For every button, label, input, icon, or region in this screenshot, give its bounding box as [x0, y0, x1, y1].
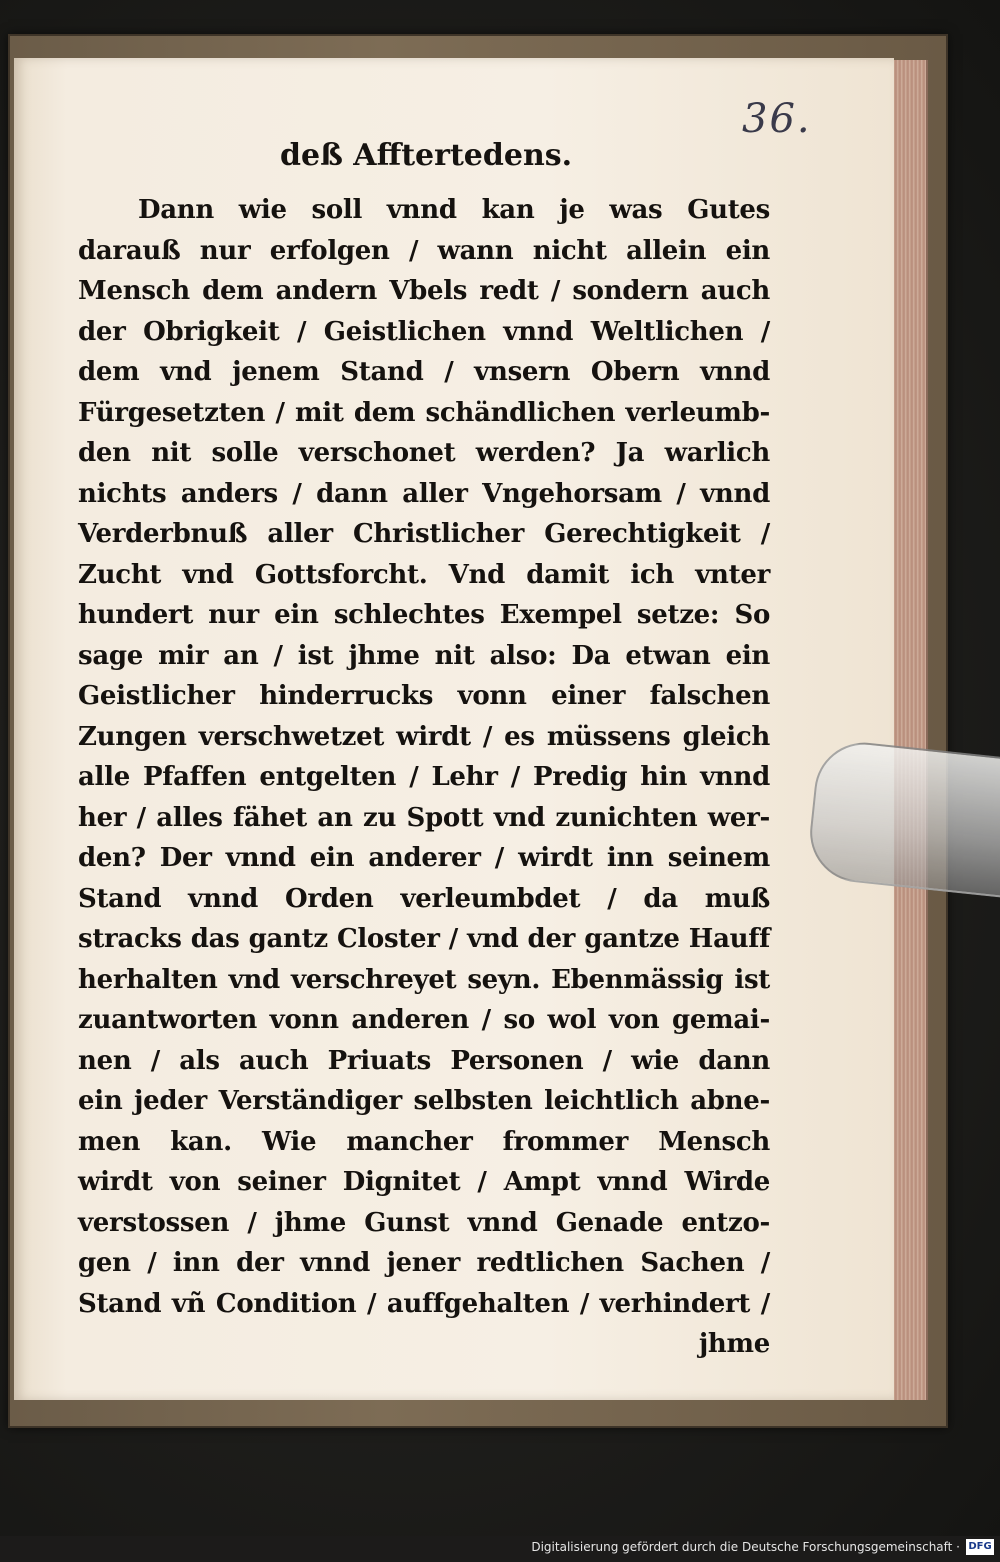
text-line: zuantworten vonn anderen / so wol von gemai-: [78, 1005, 770, 1035]
page-number: 36.: [742, 96, 812, 142]
text-line: stracks das gantz Closter / vnd der gantze Hauff: [78, 924, 770, 954]
text-line: herhalten vnd verschreyet seyn. Ebenmässig ist: [78, 964, 770, 995]
text-line: sage mir an / ist jhme nit also: Da etwan ein: [78, 640, 770, 671]
text-line: Mensch dem andern Vbels redt / sondern auch: [78, 276, 770, 306]
text-line: der Obrigkeit / Geistlichen vnnd Weltlichen /: [78, 316, 770, 347]
page-text: [78, 190, 770, 1365]
catchword: jhme: [698, 1329, 770, 1359]
text-line: nichts anders / dann aller Vngehorsam / vnnd: [78, 478, 770, 509]
footer-bar: [0, 1536, 1000, 1562]
text-line: Stand vñ Condition / auffgehalten / verhindert /: [78, 1288, 770, 1319]
text-line: alle Pfaffen entgelten / Lehr / Predig hin vnnd: [78, 762, 770, 792]
plastic-page-clip: [805, 738, 1000, 899]
text-line: nen / als auch Priuats Personen / wie dann: [78, 1045, 770, 1076]
running-head: deß Afftertedens.: [280, 138, 573, 173]
text-line: Dann wie soll vnnd kan je was Gutes: [138, 195, 770, 225]
text-line: den? Der vnnd ein anderer / wirdt inn seinem: [78, 843, 770, 873]
dfg-logo-icon: DFG: [966, 1539, 994, 1555]
text-line: Stand vnnd Orden verleumbdet / da muß: [78, 883, 770, 914]
text-line: Fürgesetzten / mit dem schändlichen verleumb-: [78, 397, 770, 428]
text-line: den nit solle verschonet werden? Ja warlich: [78, 438, 770, 468]
text-line: ein jeder Verständiger selbsten leichtlich abne-: [78, 1086, 770, 1116]
text-line: Verderbnuß aller Christlicher Gerechtigkeit /: [78, 519, 770, 549]
text-line: wirdt von seiner Dignitet / Ampt vnnd Wirde: [78, 1167, 770, 1197]
text-line: hundert nur ein schlechtes Exempel setze: So: [78, 600, 770, 630]
text-line: verstossen / jhme Gunst vnnd Genade entzo-: [78, 1207, 770, 1238]
text-line: her / alles fähet an zu Spott vnd zunichten wer-: [78, 802, 770, 833]
text-line: dem vnd jenem Stand / vnsern Obern vnnd: [78, 357, 770, 387]
text-line: darauß nur erfolgen / wann nicht allein ein: [78, 235, 770, 266]
funding-notice: Digitalisierung gefördert durch die Deutsche Forschungsgemeinschaft ·: [531, 1540, 960, 1554]
text-line: gen / inn der vnnd jener redtlichen Sachen /: [78, 1248, 770, 1278]
text-line: Zungen verschwetzet wirdt / es müssens gleich: [78, 721, 770, 752]
text-line: men kan. Wie mancher frommer Mensch: [78, 1126, 770, 1157]
text-line: Geistlicher hinderrucks vonn einer falschen: [78, 681, 770, 711]
text-line: Zucht vnd Gottsforcht. Vnd damit ich vnter: [78, 559, 770, 590]
